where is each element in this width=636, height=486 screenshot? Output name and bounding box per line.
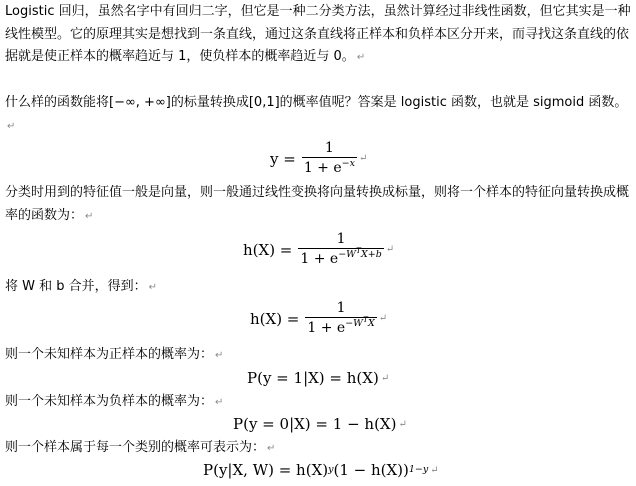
eq3-den-exp — [345, 315, 375, 329]
class-prob-text: 则一个样本属于每一个类别的概率可表示为： — [5, 440, 266, 455]
eq2-den-base: 1 + e — [300, 251, 339, 267]
merge-paragraph — [5, 276, 631, 300]
positive-prob-equation — [247, 369, 389, 387]
eq1-lhs: y = — [270, 149, 296, 168]
paragraph-mark: ↵ — [7, 120, 16, 132]
merged-hypothesis-equation — [250, 300, 387, 337]
eq3-exp-transpose: T — [362, 315, 368, 324]
eq2-exp-xb: X+b — [360, 249, 382, 260]
sigmoid-equation — [270, 140, 367, 177]
class-prob-paragraph — [5, 437, 631, 461]
eq3-den-base: 1 + e — [307, 320, 346, 336]
eq5-text: P(y = 0|X) = 1 − h(X) — [233, 415, 397, 433]
negative-prob-text: 则一个未知样本为负样本的概率为： — [5, 394, 214, 409]
question-text: 什么样的函数能将[−∞, +∞]的标量转换成[0,1]的概率值呢？答案是 logistic 函数，也就是 sigmoid 函数。 — [5, 95, 628, 110]
question-paragraph — [5, 92, 631, 138]
eq3-exp-w: −W — [345, 318, 363, 329]
paragraph-mark: ↵ — [398, 418, 407, 430]
eq2-den-exp — [338, 246, 382, 260]
paragraph-mark: ↵ — [85, 210, 94, 222]
paragraph-mark: ↵ — [378, 313, 388, 324]
eq2-exp-transpose: T — [355, 246, 361, 255]
eq3-exp-x: X — [367, 318, 375, 329]
eq1-numerator: 1 — [324, 140, 334, 156]
eq1-den-exp: −x — [341, 158, 355, 169]
negative-prob-paragraph — [5, 391, 631, 415]
eq6-base: P(y|X, W) = h(X) — [203, 461, 329, 479]
eq3-lhs: h(X) = — [250, 309, 300, 328]
intro-text: Logistic 回归，虽然名字中有回归二字，但它是一种二分类方法，虽然计算经过非线性函数，但它其实是一种线性模型。它的原理其实是想找到一条直线，通过这条直线将正样本和负样本区分开来，而寻找这条直线的依据就是使正样本的概率趋近与 1，使负样本的概率趋近与 0。 — [5, 4, 631, 64]
merge-text: 将 W 和 b 合并，得到： — [5, 279, 147, 294]
eq4-text: P(y = 1|X) = h(X) — [247, 369, 379, 387]
paragraph-mark: ↵ — [385, 244, 395, 255]
eq3-denominator — [305, 317, 376, 337]
paragraph-mark: ↵ — [215, 397, 224, 408]
eq1-den-base: 1 + e — [303, 160, 342, 176]
eq2-numerator: 1 — [336, 231, 346, 247]
class-prob-equation: P(y|X, W) = h(X) y (1 − h(X)) 1−y ↵ — [203, 461, 439, 479]
paragraph-mark: ↵ — [215, 350, 224, 361]
eq2-denominator — [298, 248, 383, 268]
eq1-denominator — [302, 157, 357, 177]
paragraph-mark: ↵ — [380, 372, 390, 384]
negative-prob-equation — [233, 415, 407, 433]
eq2-lhs: h(X) = — [243, 240, 293, 259]
eq3-numerator: 1 — [336, 300, 346, 316]
eq1-fraction — [302, 140, 357, 177]
eq6-mid: (1 − h(X)) — [333, 461, 409, 479]
eq2-exp-w: −W — [338, 249, 356, 260]
feature-text: 分类时用到的特征值一般是向量，则一般通过线性变换将向量转换成标量，则将一个样本的特征向量转换成概率的函数为： — [5, 185, 630, 223]
paragraph-mark: ↵ — [267, 443, 276, 454]
paragraph-mark: ↵ — [358, 153, 368, 164]
paragraph-mark: ↵ — [356, 52, 366, 63]
eq2-fraction — [298, 231, 383, 268]
paragraph-mark: ↵ — [148, 282, 158, 293]
hypothesis-equation — [243, 231, 394, 268]
intro-paragraph — [5, 1, 631, 70]
positive-prob-paragraph — [5, 344, 631, 368]
paragraph-mark: ↵ — [430, 464, 439, 476]
eq3-fraction — [305, 300, 376, 337]
feature-paragraph — [5, 182, 631, 228]
positive-prob-text: 则一个未知样本为正样本的概率为： — [5, 347, 214, 362]
